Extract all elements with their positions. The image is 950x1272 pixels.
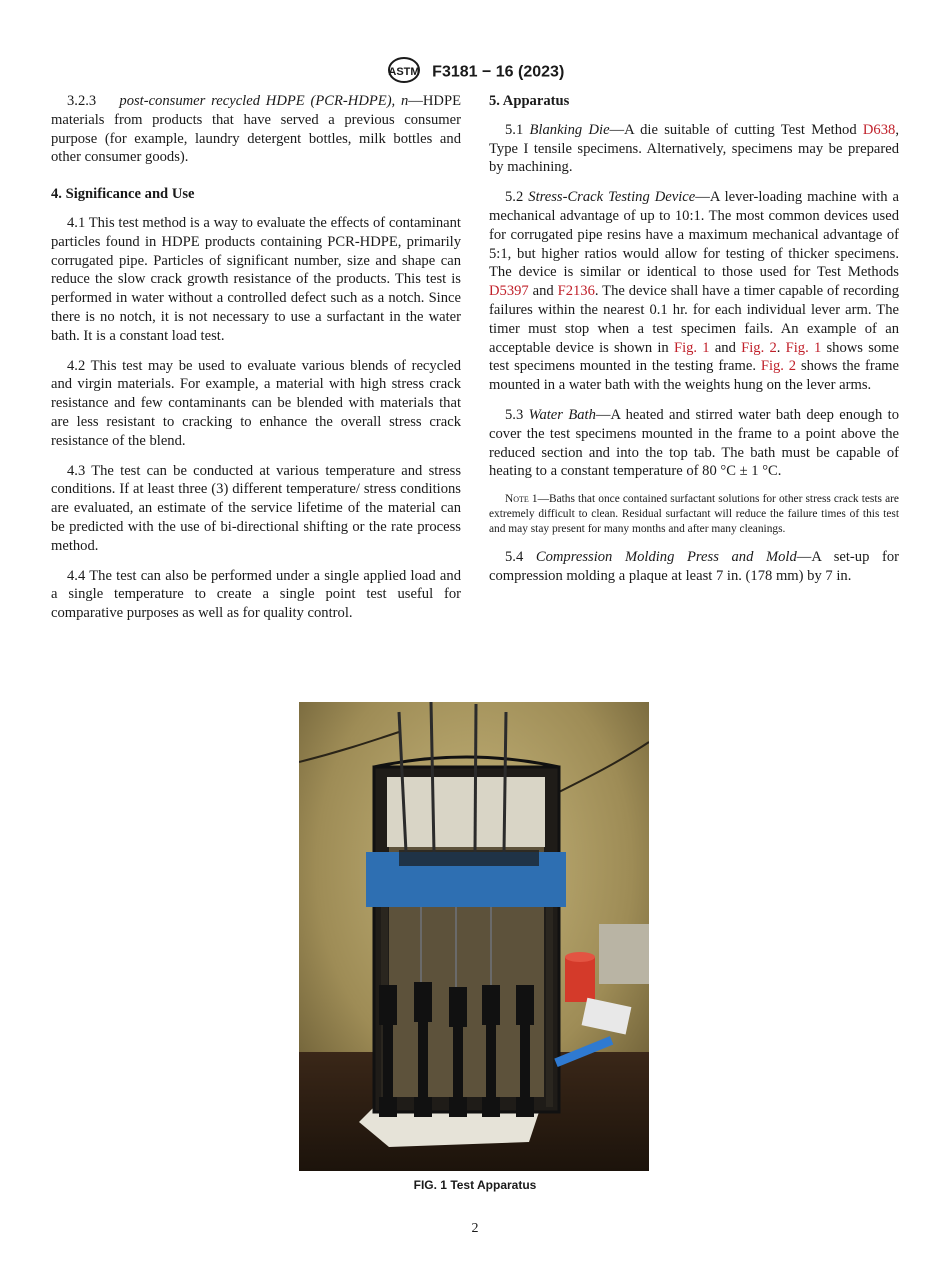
astm-logo-icon xyxy=(386,56,422,89)
ref-d5397-link[interactable]: D5397 xyxy=(489,283,529,300)
fig1-link-2[interactable]: Fig. 1 xyxy=(785,339,822,356)
paragraph-5-2: 5.2 Stress-Crack Testing Device—A lever-loading machine with a mechanical advantage of up to 10:1. The most common devices used for corrugated pipe resins have a maximum mechanical advantage of 5:1, but higher ratios would allow for testing of thicker specimens. The device is similar or identical to those used for Test Methods D5397 and F2136. The device shall have a timer capable of recording failures within the nearest 0.1 hr. for each individual lever arm. The timer must stop when a test specimen fails. An example of an acceptable device is shown in Fig. 1 and Fig. 2. Fig. 1 shows some test specimens mounted in the testing frame. Fig. 2 shows the frame mounted in a water bath with the weights hung on the lever arms. xyxy=(489,189,900,394)
ref-f2136-link[interactable]: F2136 xyxy=(557,283,595,300)
left-column xyxy=(51,92,461,634)
paragraph-4-1: 4.1 This test method is a way to evaluate the effects of contaminant particles found in HDPE products containing PCR-HDPE, primarily corrugated pipe. Particles of significant number, size and shape can reduce the slow crack growth resistance of the products. This test is performed in water without a controlled defect such as a notch. Since there is no notch, it is not necessary to use a surfactant in the water bath. It is a constant load test. xyxy=(51,214,461,344)
section-5-heading: 5. Apparatus xyxy=(489,93,570,109)
fig1-link[interactable]: Fig. 1 xyxy=(673,339,710,356)
svg-text:ASTM: ASTM xyxy=(388,66,420,78)
paragraph-5-1: 5.1 Blanking Die—A die suitable of cutting Test Method D638, Type I tensile specimens. Alternatively, specimens may be prepared by machining. xyxy=(489,121,899,176)
section-4-heading: 4. Significance and Use xyxy=(51,186,195,203)
fig2-link[interactable]: Fig. 2 xyxy=(741,339,777,356)
paragraph-4-4: 4.4 The test can also be performed under a single applied load and a single temperature to create a single point test useful for comparative purposes as well as for quality control. xyxy=(51,567,461,622)
note-1: Note 1—Baths that once contained surfactant solutions for other stress crack tests are extremely difficult to clean. Residual surfactant will reduce the failure times of this test and may stay present for many months and after many cleanings. xyxy=(489,493,899,536)
page-header xyxy=(0,56,950,89)
ref-d638-link[interactable]: D638 xyxy=(862,121,896,138)
paragraph-4-2: 4.2 This test may be used to evaluate various blends of recycled and virgin materials. For example, a material with high stress crack resistance and few contaminants can be blended with materials that are less resistant to cracking to enhance the overall stress crack resistance of the blend. xyxy=(51,357,461,449)
definition-3-2-3: 3.2.3 post-consumer recycled HDPE (PCR-HDPE), n—HDPE materials from products that have served a previous consumer purpose (for example, laundry detergent bottles, milk bottles and other consumer goods). xyxy=(51,93,461,166)
document-designation: F3181 − 16 (2023) xyxy=(432,63,565,81)
paragraph-5-3: 5.3 Water Bath—A heated and stirred water bath deep enough to cover the test specimens mounted in the frame to a point above the reduced section and into the top tab. The bath must be capable of heating to a constant temperature of 80 °C ± 1 °C. xyxy=(489,406,899,480)
right-column xyxy=(489,92,899,597)
paragraph-4-3: 4.3 The test can be conducted at various temperature and stress conditions. If at least three (3) different temperature/ stress conditions are evaluated, an estimate of the service lifetime of the material can be predicted with the use of bi-directional shifting or the rate process method. xyxy=(51,462,461,554)
paragraph-5-4: 5.4 Compression Molding Press and Mold—A set-up for compression molding a plaque at least 7 in. (178 mm) by 7 in. xyxy=(489,549,900,584)
figure-caption: FIG. 1 Test Apparatus xyxy=(413,1178,537,1192)
page-number: 2 xyxy=(471,1221,479,1236)
figure-1-photo xyxy=(299,702,649,1171)
fig2-link-2[interactable]: Fig. 2 xyxy=(760,358,797,375)
